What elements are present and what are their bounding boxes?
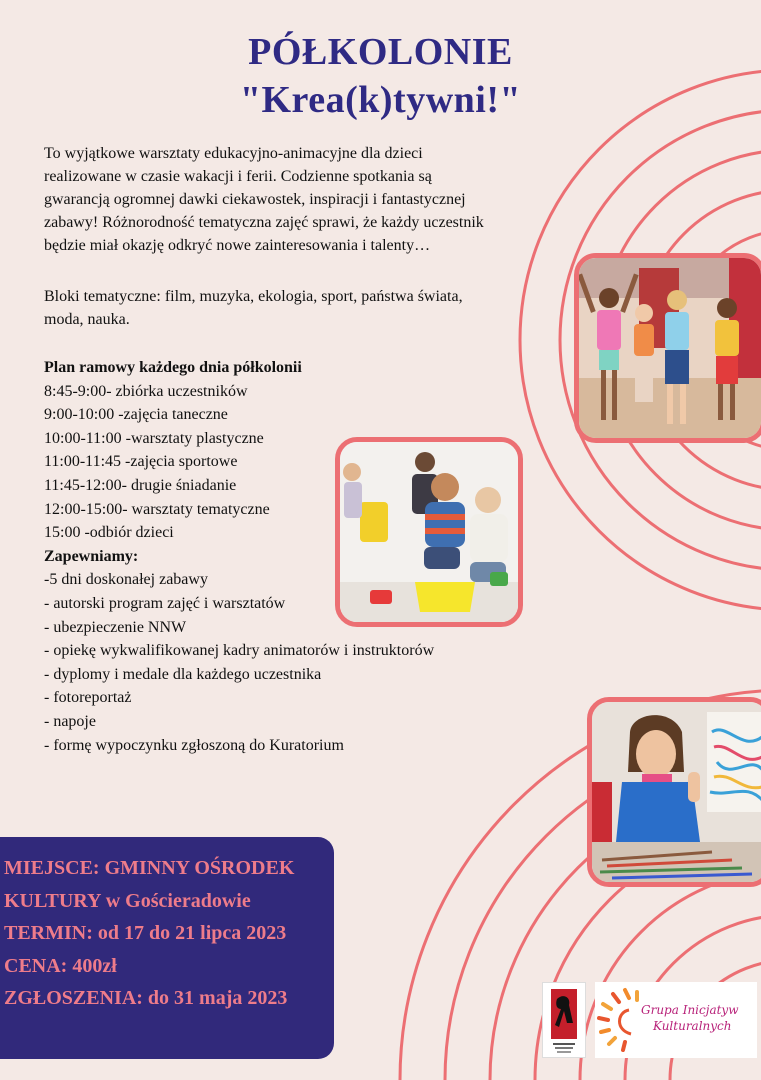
photo-girl-painting [587,697,761,887]
provide-heading: Zapewniamy: [44,547,139,565]
plan-item: 11:00-11:45 -zajęcia sportowe [44,453,238,471]
photo-dancing-children [574,253,761,443]
gik-logo [595,982,757,1058]
gik-logo-line: Grupa Inicjatyw [641,1003,739,1017]
intro-line: gwarancją ogromnej dawki ciekawostek, inspiracji i fantastycznej [44,191,466,208]
blocks-line: moda, nauka. [44,311,130,328]
intro-line: będzie miał okazję odkryć nowe zainteresowania i talenty… [44,237,431,254]
photo-children-playing [335,437,523,627]
provide-item: - ubezpieczenie NNW [44,618,187,636]
provide-item: - dyplomy i medale dla każdego uczestnika [44,665,322,683]
page-title: PÓŁKOLONIE [248,31,513,73]
info-line: ZGŁOSZENIA: do 31 maja 2023 [4,987,288,1010]
info-line: KULTURY w Gościeradowie [4,889,251,912]
gik-logo-text [641,1002,738,1034]
info-text [4,852,294,1015]
thematic-blocks [44,285,564,331]
provide-item: - napoje [44,712,96,730]
plan-heading: Plan ramowy każdego dnia półkolonii [44,359,302,376]
intro-line: zabawy! Różnorodność tematyczna zajęć sprawi, że każdy uczestnik [44,214,484,231]
gik-logo-line: Kulturalnych [653,1019,732,1033]
blocks-line: Bloki tematyczne: film, muzyka, ekologia, sport, państwa świata, [44,288,463,305]
page-subtitle: "Krea(k)tywni!" [239,79,522,121]
plan-item: 15:00 -odbiór dzieci [44,524,174,542]
info-line: MIEJSCE: GMINNY OŚRODEK [4,857,295,879]
intro-paragraph [44,142,564,257]
info-line: CENA: 400zł [4,954,117,977]
provide-item: -5 dni doskonałej zabawy [44,571,208,589]
plan-item: 10:00-11:00 -warsztaty plastyczne [44,429,264,447]
provide-item: - fotoreportaż [44,689,132,707]
info-line: TERMIN: od 17 do 21 lipca 2023 [4,922,287,945]
provide-item: - opiekę wykwalifikowanej kadry animatorów i instruktorów [44,642,435,660]
plan-item: 9:00-10:00 -zajęcia taneczne [44,406,228,424]
plan-item: 8:45-9:00- zbiórka uczestników [44,382,248,400]
gok-logo [542,982,586,1058]
intro-line: realizowane w czasie wakacji i ferii. Codzienne spotkania są [44,168,432,185]
provide-item: - autorski program zajęć i warsztatów [44,594,286,612]
plan-item: 12:00-15:00- warsztaty tematyczne [44,500,270,518]
provide-item: - formę wypoczynku zgłoszoną do Kuratorium [44,736,344,754]
intro-line: To wyjątkowe warsztaty edukacyjno-animacyjne dla dzieci [44,145,423,162]
plan-item: 11:45-12:00- drugie śniadanie [44,476,237,494]
